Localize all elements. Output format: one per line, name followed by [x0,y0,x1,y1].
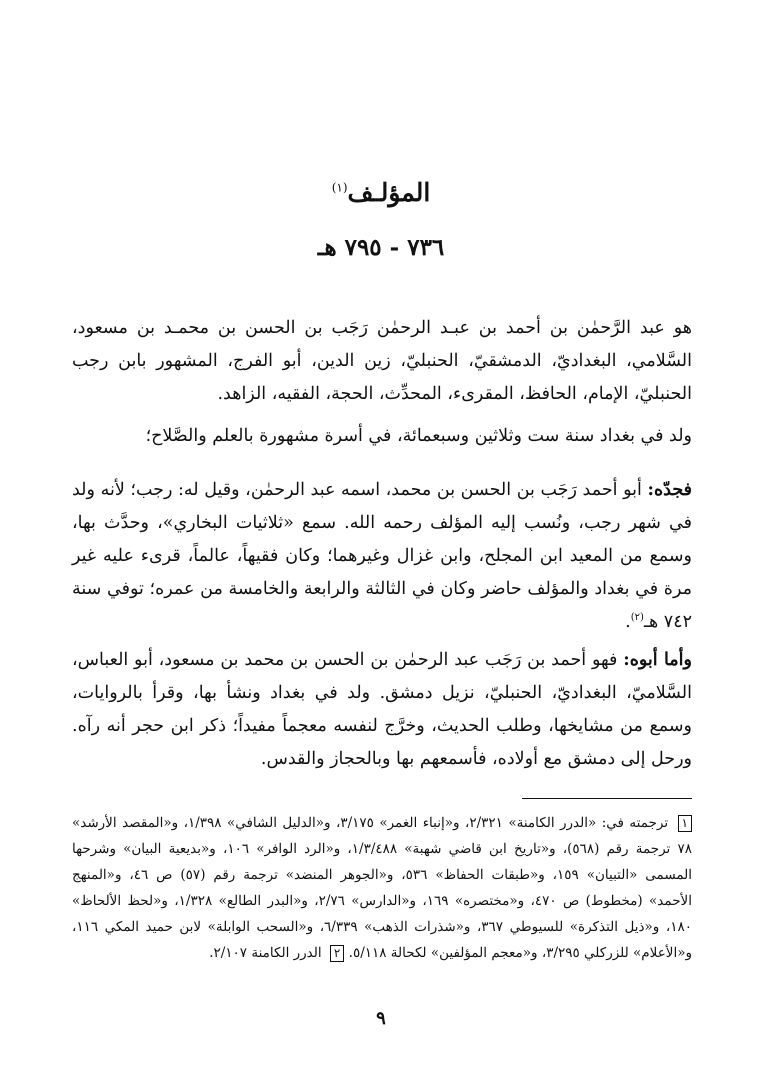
author-years: ٧٣٦ - ٧٩٥ هـ [317,234,445,261]
paragraph-birth: ولد في بغداد سنة ست وثلاثين وسبعمائة، في أسرة مشهورة بالعلم والصَّلاح؛ [145,426,692,446]
footnote-divider [522,798,692,799]
footnote-number-2: ٢ [330,945,344,962]
grandfather-footnote-marker: (٢) [630,612,644,624]
title-footnote-marker: (١) [331,180,348,195]
paragraph-author-name: هو عبد الرَّحمٰن بن أحمد بن عبـد الرحمٰن رَجَب بن الحسن بن محمـد بن مسعود، السَّلامي، البغداديّ، الدمشقيّ، الحنبليّ، زين الدين، أبو الفرج، المشهور بابن رجب الحنبليّ، الإمام، الحافظ، المقرىء، المحدِّث، الحجة، الفقيه، الزاهد. [72,318,692,404]
grandfather-lead: فجدّه: [647,480,692,500]
page-number: ٩ [376,1008,386,1029]
paragraph-grandfather [72,474,692,639]
footnote-number-1: ١ [678,815,692,832]
father-text: فهو أحمد بن رَجَب عبد الرحمٰن بن الحسن بن محمد بن مسعود، أبو العباس، السَّلاميّ، البغداديّ، الحنبليّ، نزيل دمشق. ولد في بغداد ونشأ بها، وقرأ بالروايات، وسمع من مشايخها، وطلب الحديث، وخرَّج لنفسه معجماً مفيداً؛ ذكر ابن حجر أنه رآه. ورحل إلى دمشق مع أولاده، فأسمعهم بها وبالحجاز والقدس. [72,650,692,769]
title-text: المؤلـف [347,178,431,207]
father-lead: وأما أبوه: [623,650,692,670]
footnote-text-2: الدرر الكامنة ٢/١٠٧. [209,945,322,961]
grandfather-end: . [625,612,631,632]
footnote-text-1: ترجمته في: «الدرر الكامنة» ٢/٣٢١، و«إنباء الغمر» ٣/١٧٥، و«الدليل الشافي» ١/٣٩٨، و«المقصد الأرشد» ٧٨ ترجمة رقم (٥٦٨)، و«تاريخ ابن قاضي شهبة» ١/٣/٤٨٨، و«الرد الوافر» ١٠٦، و«بديعية البيان» وشرحها المسمى «التبيان» ١٥٩، و«طبقات الحفاظ» ٥٣٦، و«الجوهر المنضد» ترجمة رقم (٥٧) ص ٤٦، و«المنهج الأحمد» (مخطوط) ص ٤٧٠، و«مختصره» ١٦٩، و«الدارس» ٢/٧٦، و«البدر الطالع» ١/٣٢٨، و«لحظ الألحاظ» ١٨٠، و«ذيل التذكرة» للسيوطي ٣٦٧، و«شذرات الذهب» ٦/٣٣٩، و«السحب الوابلة» لابن حميد المكي ١١٦، و«الأعلام» للزركلي ٣/٢٩٥، و«معجم المؤلفين» لكحالة ٥/١١٨. [72,815,693,961]
footnotes [72,810,692,966]
grandfather-text: أبو أحمد رَجَب بن الحسن بن محمد، اسمه عبد الرحمٰن، وقيل له: رجب؛ لأنه ولد في شهر رجب، ونُسب إليه المؤلف رحمه الله. سمع «ثلاثيات البخاري»، وحدَّث بها، وسمع من المعيد ابن المجلح، وابن غزال وغيرهما؛ وكان فقيهاً، عالماً، قرىء عليه غير مرة في بغداد والمؤلف حاضر وكان في الثالثة والرابعة والخامسة من عمره؛ توفي سنة ٧٤٢ هـ [72,480,692,632]
paragraph-father [72,644,692,776]
page-title [0,178,762,207]
